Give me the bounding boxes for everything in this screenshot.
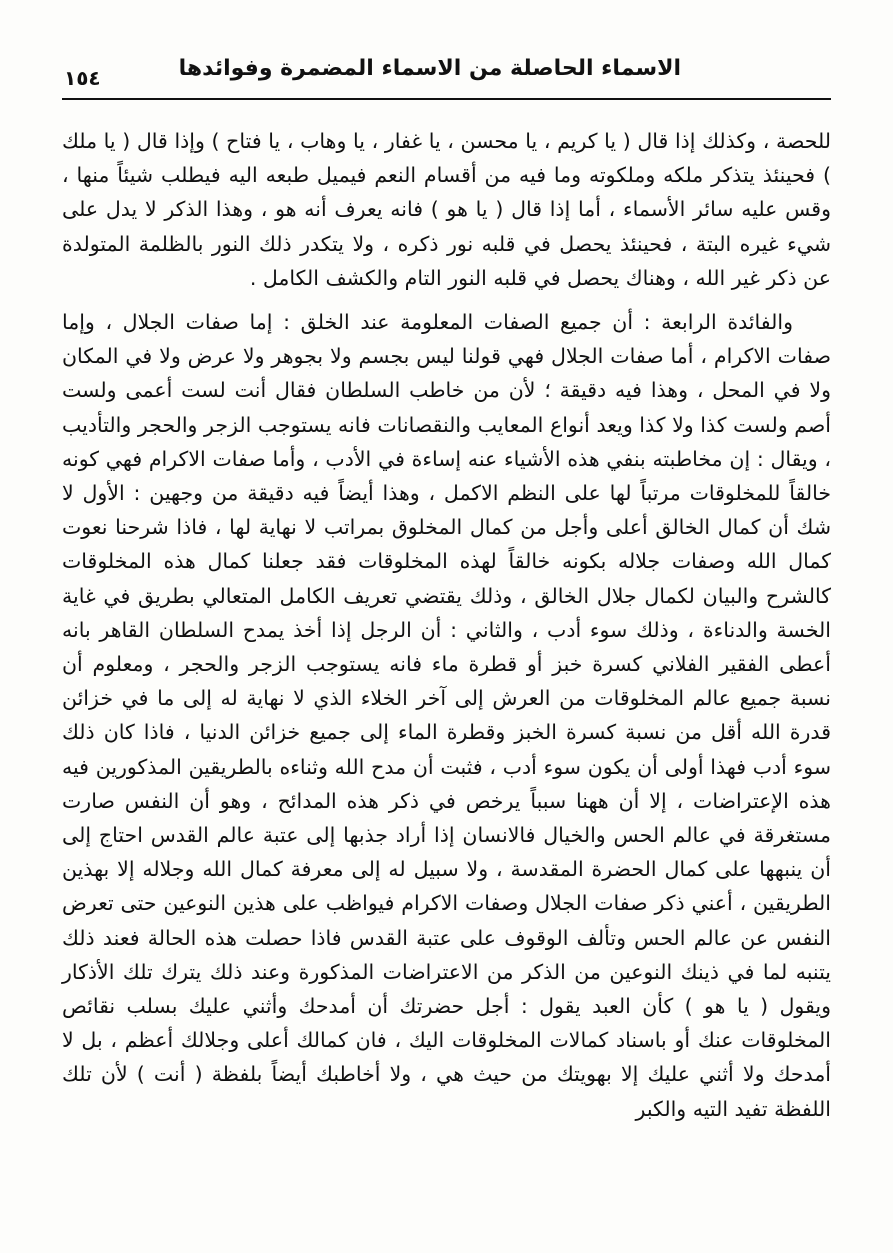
page-number: ١٥٤	[64, 66, 101, 90]
page-header	[62, 52, 831, 100]
paragraph: للحصة ، وكذلك إذا قال ( يا كريم ، يا محسن ، يا غفار ، يا وهاب ، يا فتاح ) وإذا قال ( يا ملك ) فحينئذ يتذكر ملكه وملكوته وما فيه من أقسام النعم فيميل طبعه اليه فيطلب شيئاً منها ، وقس عليه سائر الأسماء ، أما إذا قال ( يا هو ) فانه يعرف أنه هو ، وهذا الذكر لا يدل على شيء غيره البتة ، فحينئذ يحصل في قلبه نور ذكره ، ولا يتكدر ذلك النور بالظلمة المتولدة عن ذكر غير الله ، وهناك يحصل في قلبه النور التام والكشف الكامل .	[62, 129, 831, 290]
running-title: الاسماء الحاصلة من الاسماء المضمرة وفوائدها	[178, 56, 681, 81]
body-text	[62, 124, 831, 1126]
paragraph: والفائدة الرابعة : أن جميع الصفات المعلومة عند الخلق : إما صفات الجلال ، وإما صفات الاكرام ، أما صفات الجلال فهي قولنا ليس بجسم ولا بجوهر ولا عرض ولا في المكان ولا في المحل ، وهذا فيه دقيقة ؛ لأن من خاطب السلطان فقال أنت لست أعمى ولست أصم ولست كذا ولا كذا ويعد أنواع المعايب والنقصانات فانه يستوجب الزجر والحجر والتأديب ، ويقال : إن مخاطبته بنفي هذه الأشياء عنه إساءة في الأدب ، وأما صفات الاكرام فهي كونه خالقاً للمخلوقات مرتباً لها على النظم الاكمل ، وهذا أيضاً فيه دقيقة من وجهين : الأول لا شك أن كمال الخالق أعلى وأجل من كمال المخلوق بمراتب لا نهاية لها ، فاذا شرحنا نعوت كمال الله وصفات جلاله بكونه خالقاً لهذه المخلوقات فقد جعلنا كمال هذه المخلوقات كالشرح والبيان لكمال جلال الخالق ، وذلك يقتضي تعريف الكامل المتعالي بطريق في غاية الخسة والدناءة ، وذلك سوء أدب ، والثاني : أن الرجل إذا أخذ يمدح السلطان القاهر بانه أعطى الفقير الفلاني كسرة خبز أو قطرة ماء فانه يستوجب الزجر والحجر ، ومعلوم أن نسبة جميع عالم المخلوقات من العرش إلى آخر الخلاء الذي لا نهاية له إلى ما في خزائن قدرة الله أقل من نسبة كسرة الخبز وقطرة الماء إلى جميع خزائن الدنيا ، فاذا كان ذلك سوء أدب فهذا أولى أن يكون سوء أدب ، فثبت أن مدح الله وثناءه بالطريقين المذكورين فيه هذه الإعتراضات ، إلا أن ههنا سبباً يرخص في ذكر هذه المدائح ، وهو أن النفس صارت مستغرقة في عالم الحس والخيال فالانسان إذا أراد جذبها إلى عتبة عالم القدس احتاج إلى أن ينبهها على كمال الحضرة المقدسة ، ولا سبيل له إلى معرفة كمال الله وجلاله إلا بهذين الطريقين ، أعني ذكر صفات الجلال وصفات الاكرام فيواظب على هذين النوعين حتى تعرض النفس عن عالم الحس وتألف الوقوف على عتبة القدس فاذا حصلت هذه الحالة فعند ذلك يتنبه لما في ذينك النوعين من الذكر من الاعتراضات المذكورة وعند ذلك يترك تلك الأذكار ويقول ( يا هو ) كأن العبد يقول : أجل حضرتك أن أمدحك وأثني عليك بسلب نقائص المخلوقات عنك أو باسناد كمالات المخلوقات اليك ، فان كمالك أعلى وجلالك أعظم ، بل لا أمدحك ولا أثني عليك إلا بهويتك من حيث هي ، ولا أخاطبك أيضاً بلفظة ( أنت ) لأن تلك اللفظة تفيد التيه والكبر	[62, 310, 831, 1121]
